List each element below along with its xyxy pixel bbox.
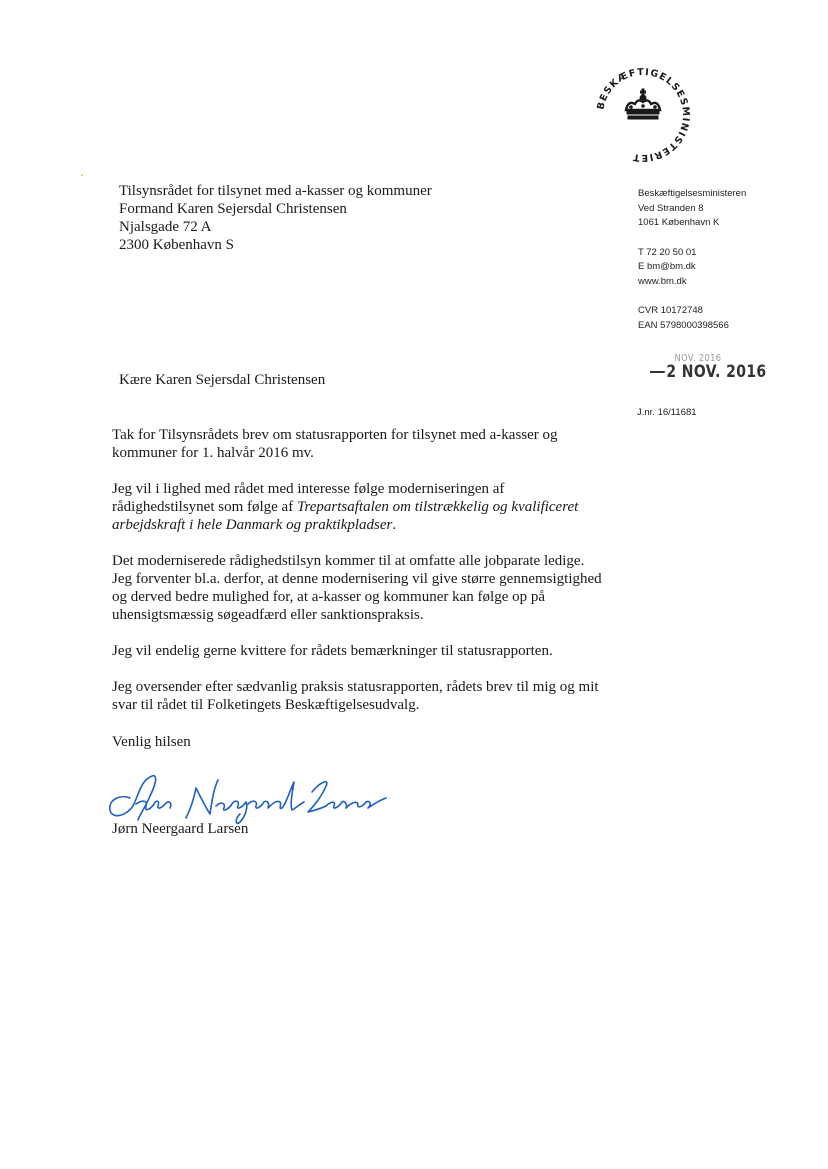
recipient-line: Njalsgade 72 A	[119, 219, 212, 235]
date-stamp	[650, 353, 767, 382]
date-stamp-ghost: NOV. 2016	[674, 353, 722, 364]
sender-email: E bm@bm.dk	[638, 261, 696, 272]
sender-cvr: CVR 10172748	[638, 305, 703, 316]
paragraph-2-text: Jeg vil i lighed med rådet med interesse følge moderniseringen af rådighedstilsynet som følge af	[112, 481, 505, 515]
sender-city: 1061 København K	[638, 217, 720, 228]
paragraph-1: Tak for Tilsynsrådets brev om statusrapporten for tilsynet med a-kasser og kommuner for 1. halvår 2016 mv.	[112, 427, 558, 461]
salutation: Kære Karen Sejersdal Christensen	[119, 372, 326, 388]
svg-text:BESKÆFTIGELSESMINISTERIET: BESKÆFTIGELSESMINISTERIET	[595, 66, 692, 164]
sender-name: Beskæftigelsesministeren	[638, 188, 747, 199]
paragraph-2	[112, 480, 602, 534]
agreement-title: Trepartsaftalen om tilstrækkelig og kvalificeret arbejdskraft i hele Danmark og praktikpladser	[112, 499, 579, 533]
sender-info	[638, 187, 818, 333]
date-stamp-text: 2 NOV. 2016	[666, 362, 767, 382]
recipient-address	[119, 182, 432, 254]
recipient-line: Formand Karen Sejersdal Christensen	[119, 201, 347, 217]
paragraph-3: Det moderniserede rådighedstilsyn kommer til at omfatte alle jobparate ledige. Jeg forventer bl.a. derfor, at denne modernisering vil give større gennemsigtighed og derved bedre mulighed for, at a-kasser og kommuner kan følge op på uhensigtsmæssig søgeadfærd eller sanktionspraksis.	[112, 553, 602, 623]
paragraph-4: Jeg vil endelig gerne kvittere for rådets bemærkninger til statusrapporten.	[112, 643, 553, 659]
sender-web: www.bm.dk	[638, 275, 687, 287]
recipient-line: 2300 København S	[119, 237, 234, 253]
signer-name: Jørn Neergaard Larsen	[112, 821, 249, 837]
ministry-seal-logo	[588, 60, 698, 170]
paragraph-2-end: .	[392, 517, 397, 533]
letter-body	[112, 426, 602, 732]
recipient-line: Tilsynsrådet for tilsynet med a-kasser og kommuner	[119, 183, 432, 199]
journal-number: J.nr. 16/11681	[637, 407, 697, 418]
sender-phone: T 72 20 50 01	[638, 246, 697, 258]
sender-street: Ved Stranden 8	[638, 202, 704, 214]
sender-ean: EAN 5798000398566	[638, 319, 729, 331]
closing: Venlig hilsen	[112, 734, 191, 750]
paper-speck	[81, 174, 83, 176]
paragraph-5: Jeg oversender efter sædvanlig praksis statusrapporten, rådets brev til mig og mit svar til rådet til Folketingets Beskæftigelsesudvalg.	[112, 679, 599, 713]
